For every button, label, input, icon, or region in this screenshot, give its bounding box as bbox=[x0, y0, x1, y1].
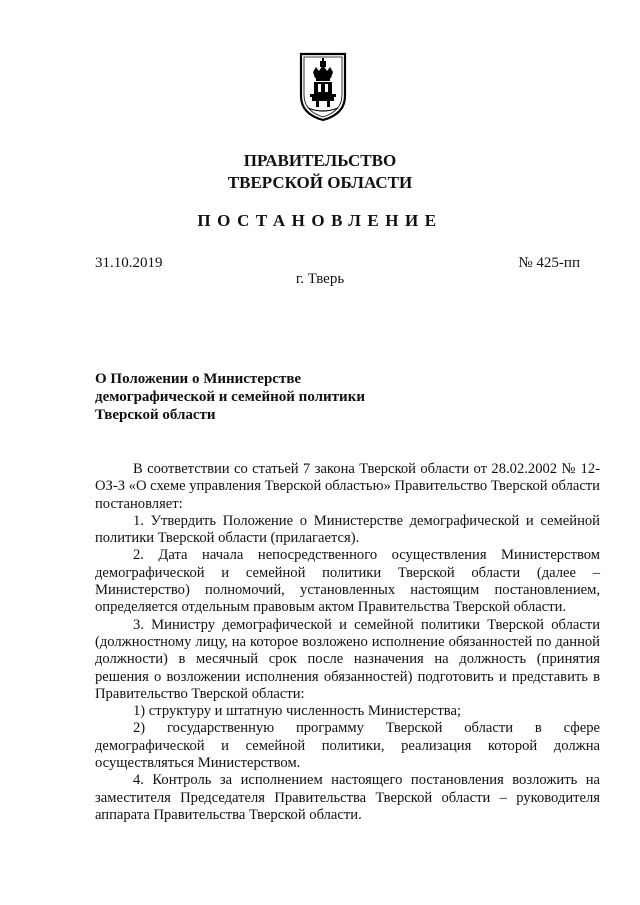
decree-city: г. Тверь bbox=[295, 271, 345, 287]
body-paragraph-2: 2. Дата начала непосредственного осуществления Министерством демографической и семейной политики Тверской области (далее – Министерство) полномочий, установленных настоящим постановлением, определяется отдельным правовым актом Правительства Тверской области. bbox=[95, 547, 600, 616]
body-paragraph-3: 3. Министру демографической и семейной политики Тверской области (должностному лицу, на которое возложено исполнение обязанностей по данной должности) в месячный срок после назначения на должность (принятия решения о возложении исполнения обязанностей) подготовить и представить в Правительство Тверской области: bbox=[95, 616, 600, 702]
body-paragraph-3-item-1: 1) структуру и штатную численность Министерства; bbox=[133, 703, 462, 720]
government-title-line1: ПРАВИТЕЛЬСТВО bbox=[243, 151, 397, 170]
government-title bbox=[0, 150, 640, 194]
body-paragraph-1: 1. Утвердить Положение о Министерстве демографической и семейной политики Тверской области (прилагается). bbox=[95, 512, 600, 547]
body-paragraph-preamble: В соответствии со статьей 7 закона Тверской области от 28.02.2002 № 12-ОЗ-З «О схеме управления Тверской областью» Правительство Тверской области постановляет: bbox=[95, 461, 600, 512]
decree-body bbox=[95, 461, 600, 824]
decree-type-title: ПОСТАНОВЛЕНИЕ bbox=[197, 211, 443, 230]
decree-number: № 425-пп bbox=[518, 255, 580, 271]
decree-subject bbox=[95, 370, 415, 424]
body-paragraph-3-item-2: 2) государственную программу Тверской области в сфере демографической и семейной политики, реализация которой должна осуществляться Министерством. bbox=[95, 720, 600, 772]
subject-line3: Тверской области bbox=[95, 407, 216, 423]
subject-line1: О Положении о Министерстве bbox=[95, 371, 302, 387]
tver-coat-of-arms-icon bbox=[298, 52, 348, 122]
subject-line2: демографической и семейной политики bbox=[95, 389, 365, 405]
decree-date: 31.10.2019 bbox=[95, 255, 163, 271]
body-paragraph-4: 4. Контроль за исполнением настоящего постановления возложить на заместителя Председателя Правительства Тверской области – руководителя аппарата Правительства Тверской области. bbox=[95, 772, 600, 823]
government-title-line2: ТВЕРСКОЙ ОБЛАСТИ bbox=[227, 173, 413, 192]
